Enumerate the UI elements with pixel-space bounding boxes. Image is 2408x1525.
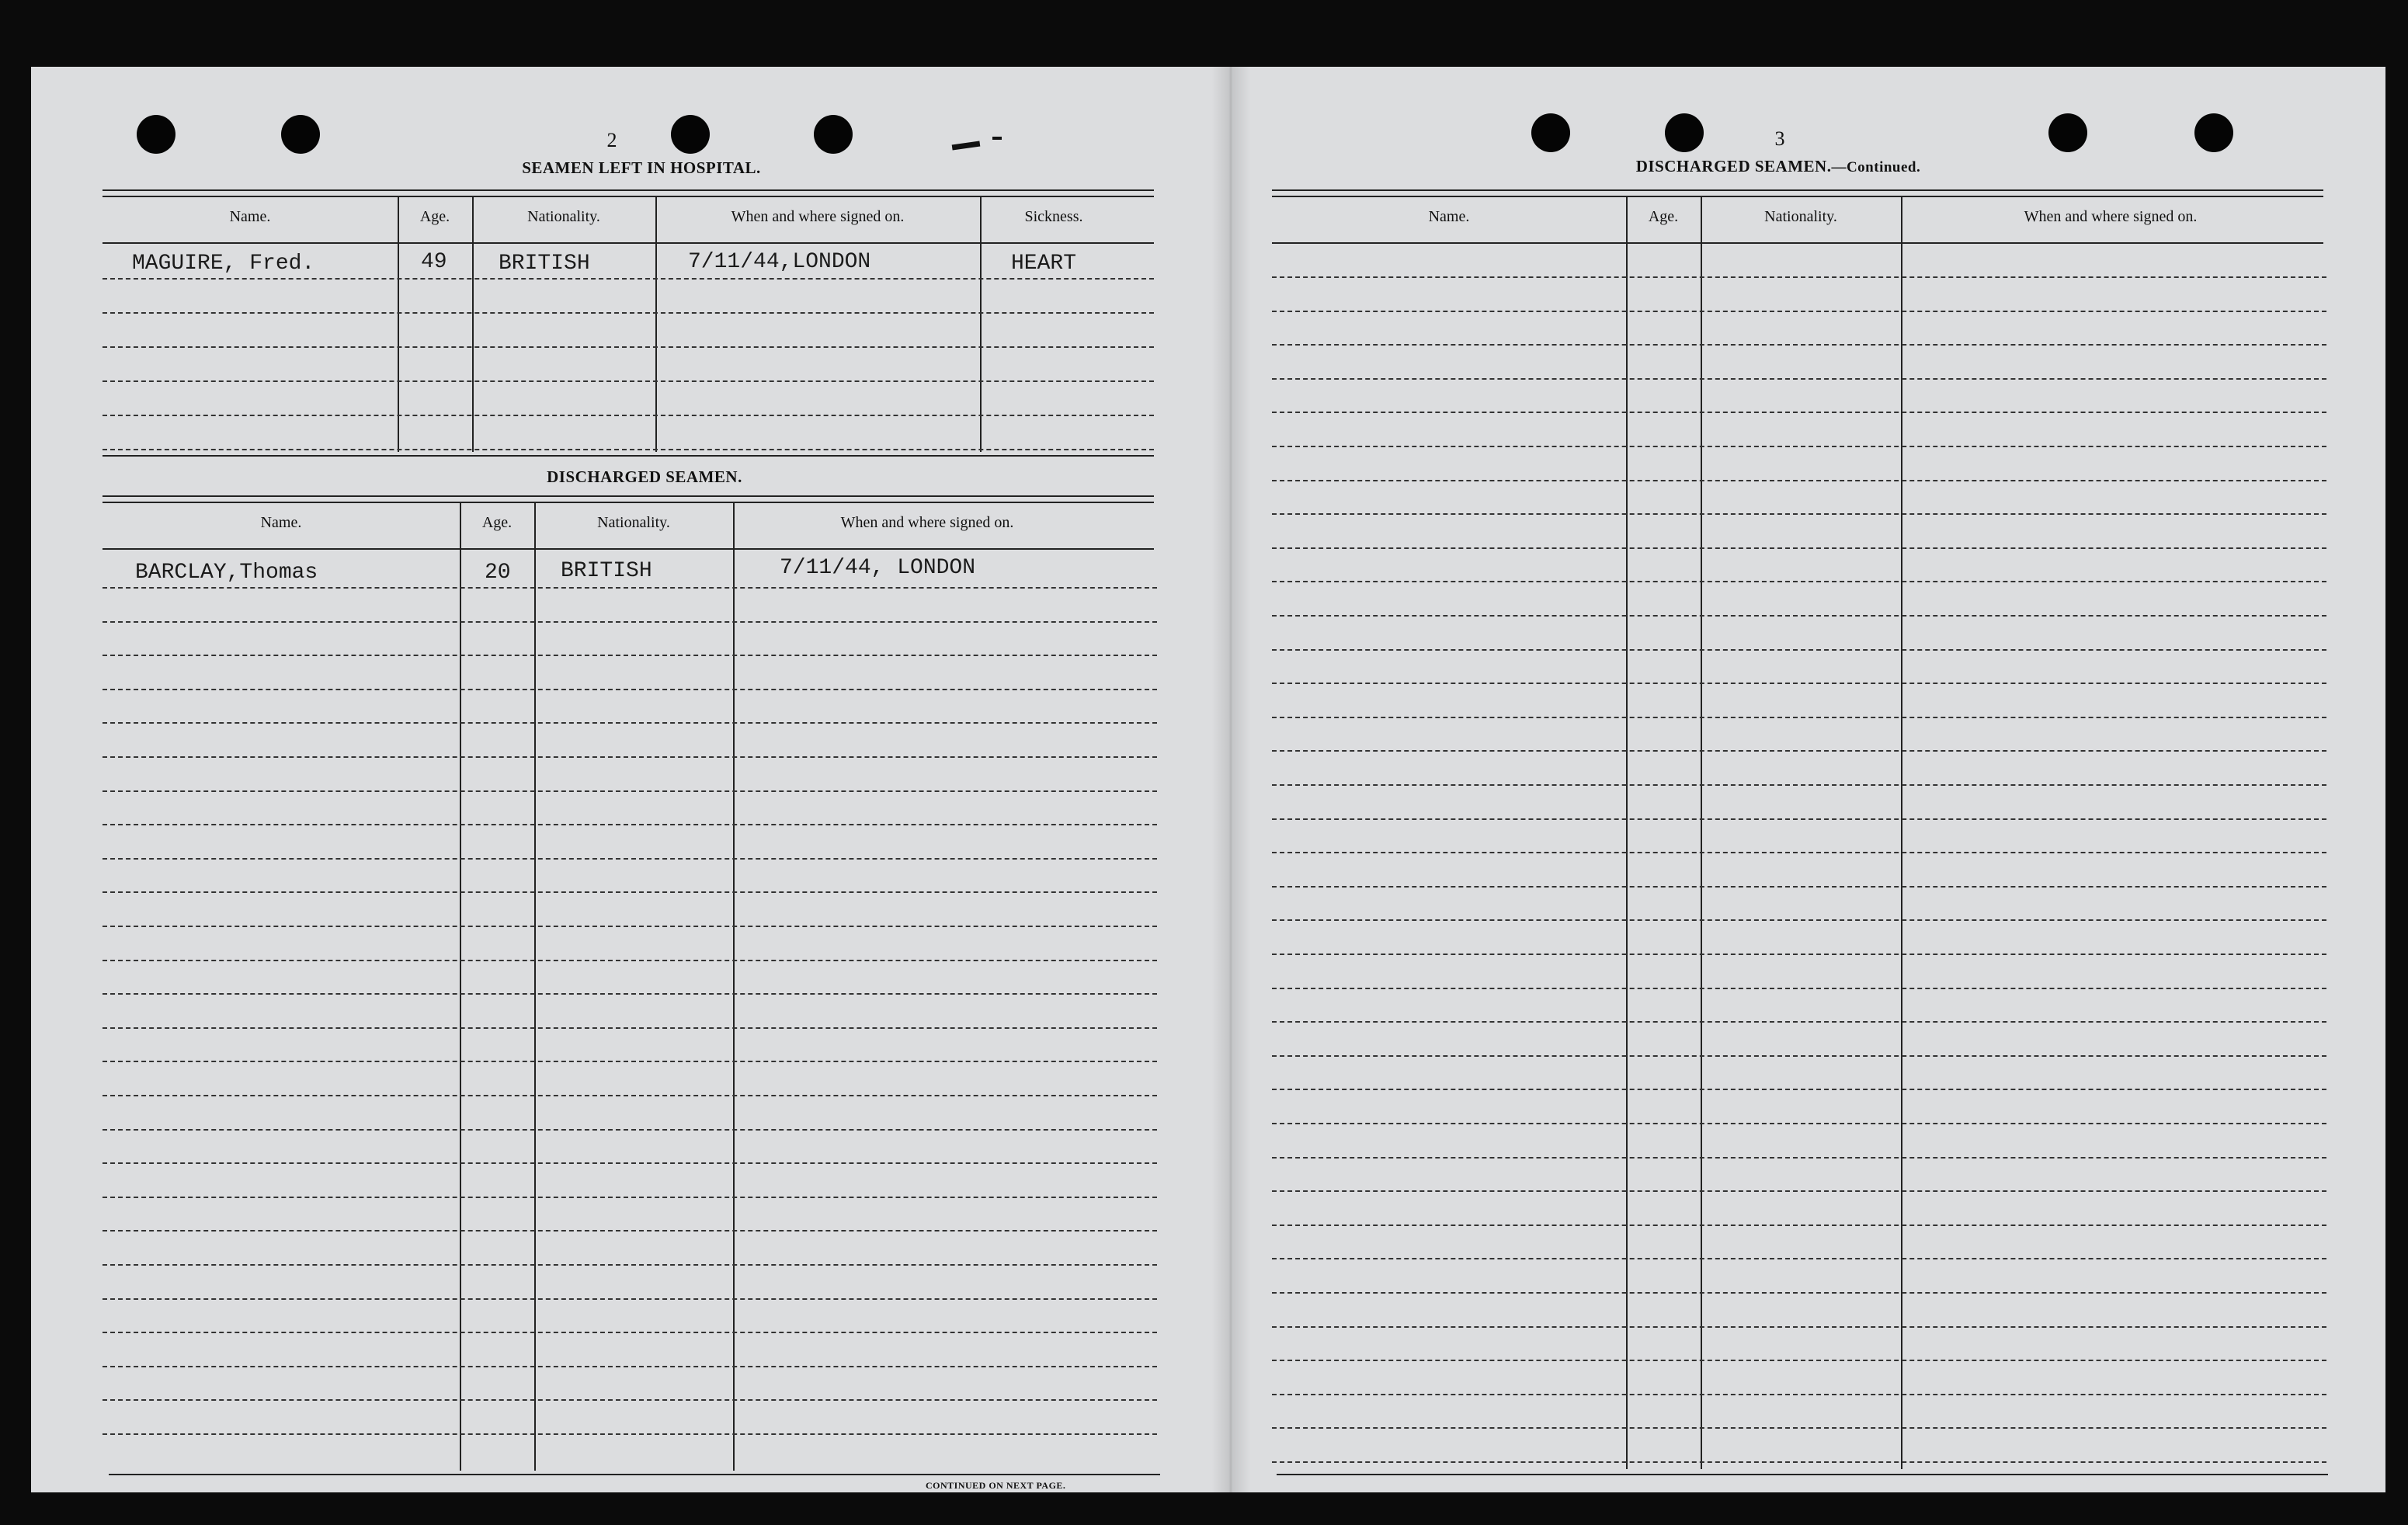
discharged-top-rule	[103, 495, 1154, 503]
ruled-row-line	[1272, 954, 2326, 955]
right-page-number: 3	[1774, 127, 1785, 150]
ruled-row-line	[103, 1264, 1157, 1266]
ruled-row-line	[1272, 311, 2326, 312]
ruled-row-line	[1272, 1292, 2326, 1294]
ruled-row-line	[1272, 1360, 2326, 1361]
ruled-row-line	[103, 891, 1157, 893]
left-page-number: 2	[606, 129, 617, 151]
discharged-row-name: BARCLAY,Thomas	[135, 561, 318, 585]
discharged-header-rule	[103, 548, 1154, 550]
hospital-header-rule	[103, 242, 1154, 244]
ruled-row-line	[1272, 649, 2326, 651]
ink-mark	[992, 137, 1002, 140]
ruled-row-line	[103, 621, 1157, 623]
punch-hole	[671, 115, 710, 154]
ruled-row-line	[1272, 615, 2326, 617]
discharged-col-signed-on: When and where signed on.	[840, 514, 1014, 531]
left-page-bottom-rule	[109, 1474, 1160, 1475]
ruled-row-line	[1272, 1089, 2326, 1090]
ruled-row-line	[1272, 784, 2326, 786]
ruled-row-line	[1272, 1427, 2326, 1429]
hospital-col-nationality: Nationality.	[527, 208, 600, 225]
ruled-row-line	[103, 960, 1157, 961]
hospital-row-signed-on: 7/11/44,LONDON	[688, 250, 871, 274]
ledger-sheet	[31, 67, 2385, 1492]
ruled-row-line	[1272, 1394, 2326, 1395]
right-col-divider	[1901, 196, 1902, 1469]
hospital-top-rule	[103, 189, 1154, 197]
ruled-row-line	[1272, 378, 2326, 380]
hospital-col-name: Name.	[229, 208, 271, 225]
ruled-row-line	[103, 689, 1157, 690]
hospital-col-divider	[398, 196, 399, 452]
right-header-rule	[1272, 242, 2323, 244]
discharged-col-divider	[460, 502, 461, 1471]
ruled-row-line	[1272, 1157, 2326, 1159]
punch-hole	[1531, 113, 1570, 152]
right-top-rule	[1272, 189, 2323, 197]
discharged-col-divider	[733, 502, 735, 1471]
punch-hole	[2194, 113, 2233, 152]
discharged-row-age: 20	[485, 561, 511, 585]
hospital-row-line	[103, 415, 1154, 416]
hospital-col-divider	[472, 196, 474, 452]
right-col-signed-on: When and where signed on.	[2024, 208, 2198, 225]
hospital-row-line	[103, 278, 1154, 280]
hospital-col-signed-on: When and where signed on.	[731, 208, 905, 225]
ruled-row-line	[1272, 852, 2326, 853]
ruled-row-line	[1272, 1123, 2326, 1124]
right-col-age: Age.	[1648, 208, 1679, 225]
hospital-row-line	[103, 312, 1154, 314]
ruled-row-line	[1272, 750, 2326, 752]
ruled-row-line	[1272, 446, 2326, 447]
ruled-row-line	[1272, 276, 2326, 278]
hospital-col-divider	[655, 196, 657, 452]
hospital-row-sickness: HEART	[1011, 252, 1077, 276]
hospital-row-nationality: BRITISH	[499, 252, 590, 276]
ruled-row-line	[103, 1129, 1157, 1131]
ruled-row-line	[103, 1197, 1157, 1198]
ruled-row-line	[103, 993, 1157, 995]
ruled-row-line	[1272, 818, 2326, 820]
right-col-divider	[1626, 196, 1628, 1469]
discharged-row-nationality: BRITISH	[561, 559, 652, 583]
ruled-row-line	[1272, 1190, 2326, 1192]
ruled-row-line	[1272, 412, 2326, 413]
ruled-row-line	[1272, 344, 2326, 346]
hospital-col-sickness: Sickness.	[1024, 208, 1083, 225]
right-col-name: Name.	[1428, 208, 1470, 225]
discharged-row-signed-on: 7/11/44, LONDON	[780, 556, 976, 580]
discharged-col-name: Name.	[260, 514, 302, 531]
discharged-col-divider	[534, 502, 536, 1471]
right-title-main: DISCHARGED SEAMEN.	[1635, 157, 1832, 175]
ruled-row-line	[1272, 988, 2326, 989]
ruled-row-line	[1272, 886, 2326, 888]
punch-hole	[814, 115, 853, 154]
right-title-suffix: —Continued.	[1831, 159, 1921, 175]
ruled-row-line	[1272, 1258, 2326, 1259]
ruled-row-line	[1272, 1326, 2326, 1328]
ruled-row-line	[1272, 919, 2326, 921]
ruled-row-line	[103, 1298, 1157, 1300]
hospital-row-age: 49	[421, 250, 447, 274]
hospital-row-name: MAGUIRE, Fred.	[132, 252, 315, 276]
punch-hole	[137, 115, 175, 154]
ruled-row-line	[1272, 1461, 2326, 1463]
ruled-row-line	[1272, 547, 2326, 549]
discharged-section-title: DISCHARGED SEAMEN.	[547, 467, 742, 486]
ruled-row-line	[103, 587, 1157, 589]
ruled-row-line	[1272, 1021, 2326, 1023]
hospital-col-age: Age.	[419, 208, 450, 225]
punch-hole	[1665, 113, 1704, 152]
punch-hole	[2048, 113, 2087, 152]
ruled-row-line	[1272, 1055, 2326, 1057]
discharged-col-nationality: Nationality.	[597, 514, 670, 531]
ruled-row-line	[1272, 480, 2326, 481]
ruled-row-line	[103, 1027, 1157, 1029]
ruled-row-line	[103, 1366, 1157, 1367]
ruled-row-line	[1272, 683, 2326, 684]
right-page-bottom-rule	[1277, 1474, 2328, 1475]
right-col-divider	[1701, 196, 1702, 1469]
ruled-row-line	[103, 1162, 1157, 1164]
hospital-row-line	[103, 449, 1154, 450]
ruled-row-line	[1272, 717, 2326, 718]
continued-note: CONTINUED ON NEXT PAGE.	[926, 1480, 1066, 1491]
ruled-row-line	[103, 1433, 1157, 1435]
ruled-row-line	[103, 1399, 1157, 1401]
hospital-col-divider	[980, 196, 982, 452]
ruled-row-line	[103, 824, 1157, 825]
hospital-section-title: SEAMEN LEFT IN HOSPITAL.	[522, 158, 761, 177]
right-col-nationality: Nationality.	[1764, 208, 1837, 225]
ruled-row-line	[1272, 581, 2326, 582]
ruled-row-line	[103, 756, 1157, 758]
ruled-row-line	[1272, 1225, 2326, 1226]
hospital-row-line	[103, 346, 1154, 348]
ruled-row-line	[103, 655, 1157, 656]
ruled-row-line	[103, 1230, 1157, 1231]
ruled-row-line	[1272, 513, 2326, 515]
ruled-row-line	[103, 926, 1157, 927]
ruled-row-line	[103, 722, 1157, 724]
ruled-row-line	[103, 1095, 1157, 1096]
ruled-row-line	[103, 1332, 1157, 1333]
ruled-row-line	[103, 790, 1157, 792]
right-section-title	[1592, 157, 1965, 176]
page-fold	[1211, 67, 1250, 1492]
ruled-row-line	[103, 858, 1157, 860]
discharged-col-age: Age.	[481, 514, 513, 531]
ruled-row-line	[103, 1061, 1157, 1062]
hospital-row-line	[103, 380, 1154, 382]
ink-mark	[952, 141, 981, 151]
hospital-bottom-rule	[103, 455, 1154, 457]
punch-hole	[281, 115, 320, 154]
